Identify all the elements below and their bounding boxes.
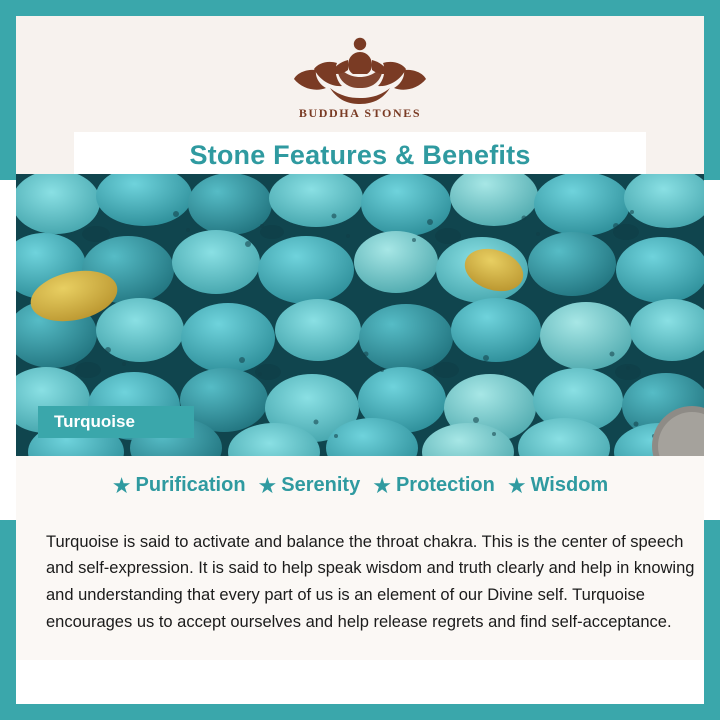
page-title: Stone Features & Benefits [189,139,531,170]
benefits-list [16,474,704,497]
benefit-item [507,474,608,497]
benefit-item [258,474,361,497]
frame-top-band [0,0,720,16]
benefit-item [372,474,495,497]
star-icon: ★ [111,472,132,498]
star-icon: ★ [372,472,392,498]
benefit-label: Purification [135,474,246,496]
benefit-item [112,474,246,497]
star-icon: ★ [257,472,278,498]
stone-name-badge [38,406,194,438]
benefit-label: Wisdom [530,474,609,496]
star-icon: ★ [506,472,527,498]
stone-name: Turquoise [54,412,135,431]
frame-left-bottom [0,520,16,720]
brand-name: BUDDHA STONES [298,106,422,120]
benefit-label: Serenity [281,474,361,496]
brand-logo [16,30,704,121]
benefit-label: Protection [395,474,495,496]
frame-right-bottom [704,520,720,720]
title-bar [74,132,646,178]
frame-bottom-band [0,704,720,720]
bottom-white-space [16,660,704,704]
lotus-meditation-icon [285,30,435,104]
stone-description: Turquoise is said to activate and balance the throat chakra. This is the center of speech and self-expression. It is said to help speak wisdom and truth clearly and help in knowing and understanding that every part of us is an element of our Divine self. Turquoise encourages us to accept ourselves and help release regrets and find self-acceptance. [46,532,695,631]
header-section [16,16,704,174]
